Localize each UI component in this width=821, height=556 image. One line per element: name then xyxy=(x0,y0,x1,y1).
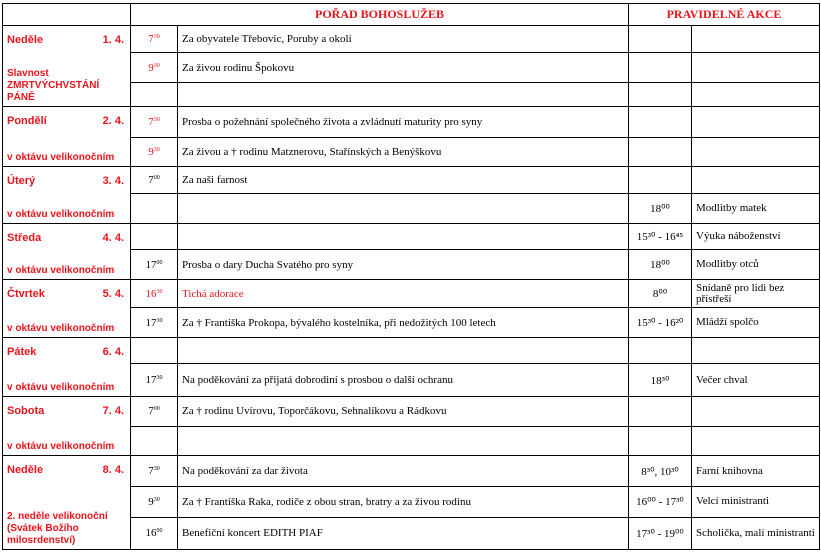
day-name: Úterý xyxy=(7,175,36,187)
day-cell xyxy=(3,338,131,397)
mass-time xyxy=(131,397,178,427)
mass-intention: Prosba o požehnání společného života a zvládnutí maturity pro syny xyxy=(178,107,629,138)
mass-intention: Za živou a † rodinu Matznerovu, Stařínských a Benýškovu xyxy=(178,137,629,167)
day-subtitle: v oktávu velikonočním xyxy=(7,382,115,393)
mass-time xyxy=(131,224,178,250)
mass-intention: Tichá adorace xyxy=(178,280,629,308)
day-name: Neděle xyxy=(7,464,44,476)
table-row xyxy=(3,456,820,487)
mass-intention xyxy=(178,82,629,106)
schedule-table xyxy=(2,3,820,550)
mass-time xyxy=(131,194,178,224)
activity-time: 16⁰⁰ - 17³⁰ xyxy=(629,487,692,517)
activity-time xyxy=(629,53,692,82)
mass-intention: Za naši farnost xyxy=(178,167,629,194)
activity-name: Modlitby otců xyxy=(692,250,820,280)
day-date: 6. 4. xyxy=(102,346,124,358)
mass-time xyxy=(131,308,178,338)
activity-name: Večer chval xyxy=(692,364,820,397)
mass-time-hour: 9 xyxy=(148,145,154,158)
mass-time xyxy=(131,107,178,138)
day-date: 4. 4. xyxy=(102,232,124,244)
mass-time xyxy=(131,280,178,308)
mass-time xyxy=(131,26,178,53)
mass-time xyxy=(131,338,178,364)
activity-name: Výuka náboženství xyxy=(692,224,820,250)
table-row xyxy=(3,280,820,308)
table-row xyxy=(3,167,820,194)
day-date: 8. 4. xyxy=(102,464,124,476)
day-cell xyxy=(3,280,131,338)
mass-intention: Na poděkování za dar života xyxy=(178,456,629,487)
day-cell xyxy=(3,456,131,550)
activity-name xyxy=(692,26,820,53)
activity-name: Modlitby matek xyxy=(692,194,820,224)
mass-time-minutes: 30 xyxy=(156,288,163,295)
activity-name xyxy=(692,167,820,194)
mass-time-hour: 7 xyxy=(148,33,154,46)
mass-time xyxy=(131,517,178,549)
activity-time xyxy=(629,397,692,427)
mass-time xyxy=(131,137,178,167)
mass-time xyxy=(131,426,178,456)
day-subtitle: Slavnost ZMRTVÝCHVSTÁNÍ PÁNĚ xyxy=(7,68,100,103)
activity-time: 15³⁰ - 16²⁰ xyxy=(629,308,692,338)
activity-time xyxy=(629,82,692,106)
mass-time-minutes: 30 xyxy=(153,496,160,503)
mass-time-minutes: 30 xyxy=(153,146,160,153)
mass-intention: Za † rodinu Uvírovu, Toporčákovu, Sehnalíkovu a Rádkovu xyxy=(178,397,629,427)
mass-time-minutes: 30 xyxy=(156,375,163,382)
mass-time xyxy=(131,487,178,517)
activity-name xyxy=(692,397,820,427)
activity-name: Mládží spolčo xyxy=(692,308,820,338)
mass-time-hour: 17 xyxy=(145,258,157,271)
mass-time-hour: 16 xyxy=(145,287,157,300)
table-row xyxy=(3,26,820,53)
activity-time: 18³⁰ xyxy=(629,364,692,397)
activity-name xyxy=(692,82,820,106)
day-date: 5. 4. xyxy=(102,288,124,300)
mass-time-hour: 17 xyxy=(145,374,157,387)
mass-time-hour: 9 xyxy=(148,495,154,508)
mass-intention: Za † Františka Raka, rodiče z obou stran, bratry a za živou rodinu xyxy=(178,487,629,517)
activity-time xyxy=(629,167,692,194)
day-name: Pondělí xyxy=(7,115,47,127)
mass-time-hour: 16 xyxy=(145,527,157,540)
activity-time: 18⁰⁰ xyxy=(629,250,692,280)
activity-time xyxy=(629,107,692,138)
mass-time xyxy=(131,82,178,106)
day-date: 7. 4. xyxy=(102,405,124,417)
day-subtitle: v oktávu velikonočním xyxy=(7,441,115,452)
mass-time-minutes: 30 xyxy=(153,62,160,69)
day-name: Pátek xyxy=(7,346,37,358)
activity-time xyxy=(629,26,692,53)
table-row xyxy=(3,338,820,364)
mass-time-minutes: 00 xyxy=(156,259,163,266)
day-subtitle: 2. neděle velikonoční (Svátek Božího milosrdenství) xyxy=(7,511,108,546)
day-cell xyxy=(3,26,131,107)
mass-intention: Prosba o dary Ducha Svatého pro syny xyxy=(178,250,629,280)
day-date: 1. 4. xyxy=(102,34,124,46)
mass-time-minutes: 30 xyxy=(156,317,163,324)
mass-time xyxy=(131,456,178,487)
activity-name xyxy=(692,338,820,364)
day-subtitle: v oktávu velikonočním xyxy=(7,152,115,163)
schedule-body xyxy=(3,26,820,550)
mass-time-minutes: 30 xyxy=(153,34,160,41)
header-blank xyxy=(3,4,131,26)
day-name: Sobota xyxy=(7,405,45,417)
day-subtitle: v oktávu velikonočním xyxy=(7,323,115,334)
day-date: 3. 4. xyxy=(102,175,124,187)
header-row xyxy=(3,4,820,26)
mass-time-minutes: 30 xyxy=(153,116,160,123)
mass-intention: Za obyvatele Třebovic, Poruby a okolí xyxy=(178,26,629,53)
mass-time-minutes: 30 xyxy=(153,466,160,473)
activity-name: Farní knihovna xyxy=(692,456,820,487)
day-cell xyxy=(3,167,131,224)
mass-time xyxy=(131,53,178,82)
mass-intention xyxy=(178,194,629,224)
activity-name: Snídaně pro lidi bez přístřeší xyxy=(692,280,820,308)
day-name: Čtvrtek xyxy=(7,288,45,300)
activity-time: 8⁰⁰ xyxy=(629,280,692,308)
activity-time: 18⁰⁰ xyxy=(629,194,692,224)
activity-name xyxy=(692,53,820,82)
mass-time-hour: 7 xyxy=(148,465,154,478)
header-activities: PRAVIDELNÉ AKCE xyxy=(629,4,820,26)
header-schedule: POŘAD BOHOSLUŽEB xyxy=(131,4,629,26)
mass-intention: Benefiční koncert EDITH PIAF xyxy=(178,517,629,549)
activity-time xyxy=(629,338,692,364)
table-row xyxy=(3,397,820,427)
mass-intention: Na poděkování za přijatá dobrodiní s prosbou o další ochranu xyxy=(178,364,629,397)
activity-time xyxy=(629,137,692,167)
mass-time-hour: 7 xyxy=(148,174,154,187)
mass-intention xyxy=(178,426,629,456)
activity-name xyxy=(692,137,820,167)
activity-time: 8³⁰, 10³⁰ xyxy=(629,456,692,487)
day-cell xyxy=(3,224,131,280)
mass-intention xyxy=(178,338,629,364)
mass-time xyxy=(131,364,178,397)
mass-time-minutes: 00 xyxy=(153,175,160,182)
activity-name xyxy=(692,107,820,138)
mass-time-hour: 9 xyxy=(148,61,154,74)
activity-time: 15³⁰ - 16⁴⁵ xyxy=(629,224,692,250)
activity-time: 17³⁰ - 19⁰⁰ xyxy=(629,517,692,549)
day-subtitle: v oktávu velikonočním xyxy=(7,265,115,276)
day-cell xyxy=(3,397,131,456)
day-date: 2. 4. xyxy=(102,115,124,127)
activity-name: Velcí ministranti xyxy=(692,487,820,517)
mass-intention: Za živou rodinu Špokovu xyxy=(178,53,629,82)
day-cell xyxy=(3,107,131,167)
mass-intention: Za † Františka Prokopa, bývalého kostelníka, při nedožitých 100 letech xyxy=(178,308,629,338)
table-row xyxy=(3,107,820,138)
table-row xyxy=(3,224,820,250)
mass-time xyxy=(131,250,178,280)
activity-time xyxy=(629,426,692,456)
day-name: Neděle xyxy=(7,34,44,46)
mass-time-hour: 17 xyxy=(145,316,157,329)
mass-intention xyxy=(178,224,629,250)
mass-time-minutes: 00 xyxy=(156,528,163,535)
mass-time-hour: 7 xyxy=(148,405,154,418)
mass-time xyxy=(131,167,178,194)
activity-name xyxy=(692,426,820,456)
day-name: Středa xyxy=(7,232,42,244)
day-subtitle: v oktávu velikonočním xyxy=(7,209,115,220)
mass-time-hour: 7 xyxy=(148,115,154,128)
mass-time-minutes: 00 xyxy=(153,406,160,413)
activity-name: Scholička, malí ministranti xyxy=(692,517,820,549)
